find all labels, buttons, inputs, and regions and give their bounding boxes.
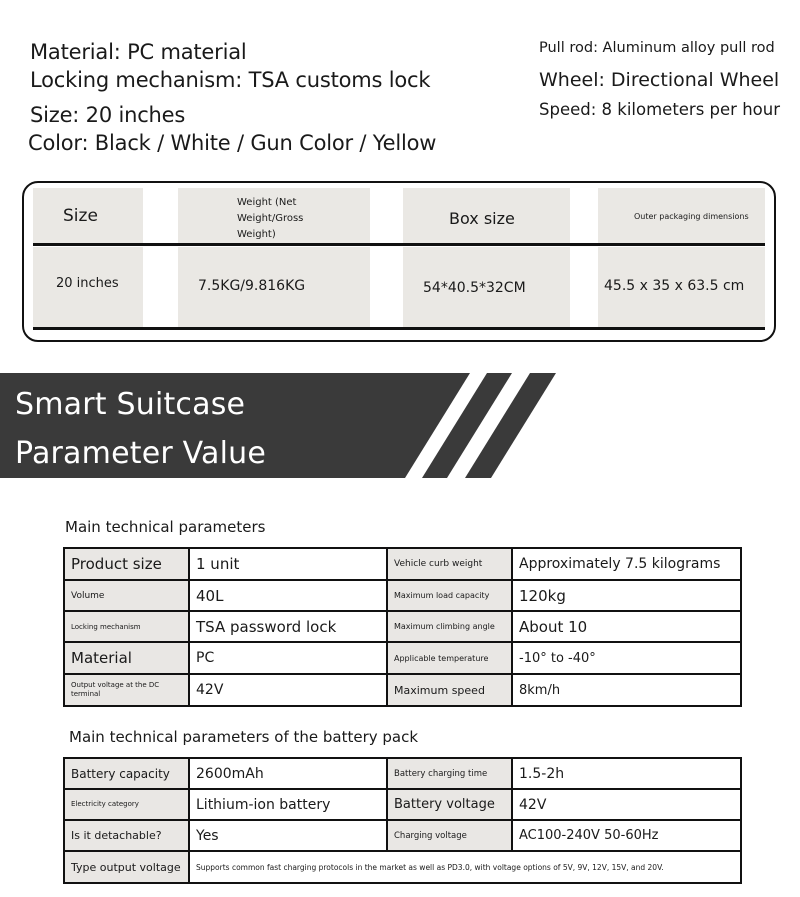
size-table-header-rule	[33, 243, 765, 246]
param-label: Product size	[64, 548, 189, 580]
table-row	[64, 674, 741, 706]
param-label: Output voltage at the DC terminal	[64, 674, 189, 706]
param-label: Electricity category	[64, 789, 189, 820]
param-value: About 10	[512, 611, 741, 642]
table-row	[64, 642, 741, 674]
param-value: 120kg	[512, 580, 741, 611]
spec-size: Size: 20 inches	[30, 103, 186, 127]
spec-pull-rod: Pull rod: Aluminum alloy pull rod	[539, 40, 775, 56]
box-size-value: 54*40.5*32CM	[423, 280, 526, 296]
param-label: Material	[64, 642, 189, 674]
table-row	[64, 820, 741, 851]
outer-packaging-header: Outer packaging dimensions	[634, 212, 749, 221]
param-value: 2600mAh	[189, 758, 387, 789]
param-value: 40L	[189, 580, 387, 611]
param-label: Maximum climbing angle	[387, 611, 512, 642]
box-size-header: Box size	[449, 209, 515, 228]
param-value: 1 unit	[189, 548, 387, 580]
param-label: Battery capacity	[64, 758, 189, 789]
param-label: Volume	[64, 580, 189, 611]
table-row	[64, 548, 741, 580]
main-params-table	[63, 547, 742, 707]
table-row	[64, 758, 741, 789]
banner-title-line1: Smart Suitcase	[15, 387, 246, 422]
param-value: 1.5-2h	[512, 758, 741, 789]
table-row	[64, 611, 741, 642]
spec-color: Color: Black / White / Gun Color / Yellow	[28, 131, 437, 155]
param-label: Charging voltage	[387, 820, 512, 851]
param-value: 42V	[189, 674, 387, 706]
param-label: Battery charging time	[387, 758, 512, 789]
banner-title-line2: Parameter Value	[15, 436, 266, 471]
param-value: Approximately 7.5 kilograms	[512, 548, 741, 580]
table-row	[64, 851, 741, 883]
parameter-banner	[0, 373, 560, 478]
size-table-bottom-rule	[33, 327, 765, 330]
param-label: Maximum speed	[387, 674, 512, 706]
size-value: 20 inches	[56, 276, 119, 291]
weight-value: 7.5KG/9.816KG	[198, 278, 306, 294]
spec-locking: Locking mechanism: TSA customs lock	[30, 68, 431, 92]
table-row	[64, 580, 741, 611]
battery-params-table	[63, 757, 742, 884]
table-row	[64, 789, 741, 820]
outer-packaging-value: 45.5 x 35 x 63.5 cm	[604, 278, 745, 294]
param-value: TSA password lock	[189, 611, 387, 642]
param-value: PC	[189, 642, 387, 674]
param-value: Yes	[189, 820, 387, 851]
spec-material: Material: PC material	[30, 40, 247, 64]
param-label: Applicable temperature	[387, 642, 512, 674]
size-header: Size	[63, 206, 98, 226]
param-label: Battery voltage	[387, 789, 512, 820]
param-value: Supports common fast charging protocols in the market as well as PD3.0, with voltage options of 5V, 9V, 12V, 15V, and 20V.	[189, 851, 741, 883]
param-label: Vehicle curb weight	[387, 548, 512, 580]
spec-wheel: Wheel: Directional Wheel	[539, 69, 780, 91]
battery-params-title: Main technical parameters of the battery pack	[69, 728, 419, 746]
spec-speed: Speed: 8 kilometers per hour	[539, 100, 781, 119]
param-value: 8km/h	[512, 674, 741, 706]
param-label: Maximum load capacity	[387, 580, 512, 611]
weight-header: Weight (Net Weight/Gross Weight)	[237, 197, 304, 240]
param-value: 42V	[512, 789, 741, 820]
param-label: Is it detachable?	[64, 820, 189, 851]
param-value: Lithium-ion battery	[189, 789, 387, 820]
param-label: Locking mechanism	[64, 611, 189, 642]
param-label: Type output voltage	[64, 851, 189, 883]
main-params-title: Main technical parameters	[65, 518, 266, 536]
param-value: AC100-240V 50-60Hz	[512, 820, 741, 851]
param-value: -10° to -40°	[512, 642, 741, 674]
